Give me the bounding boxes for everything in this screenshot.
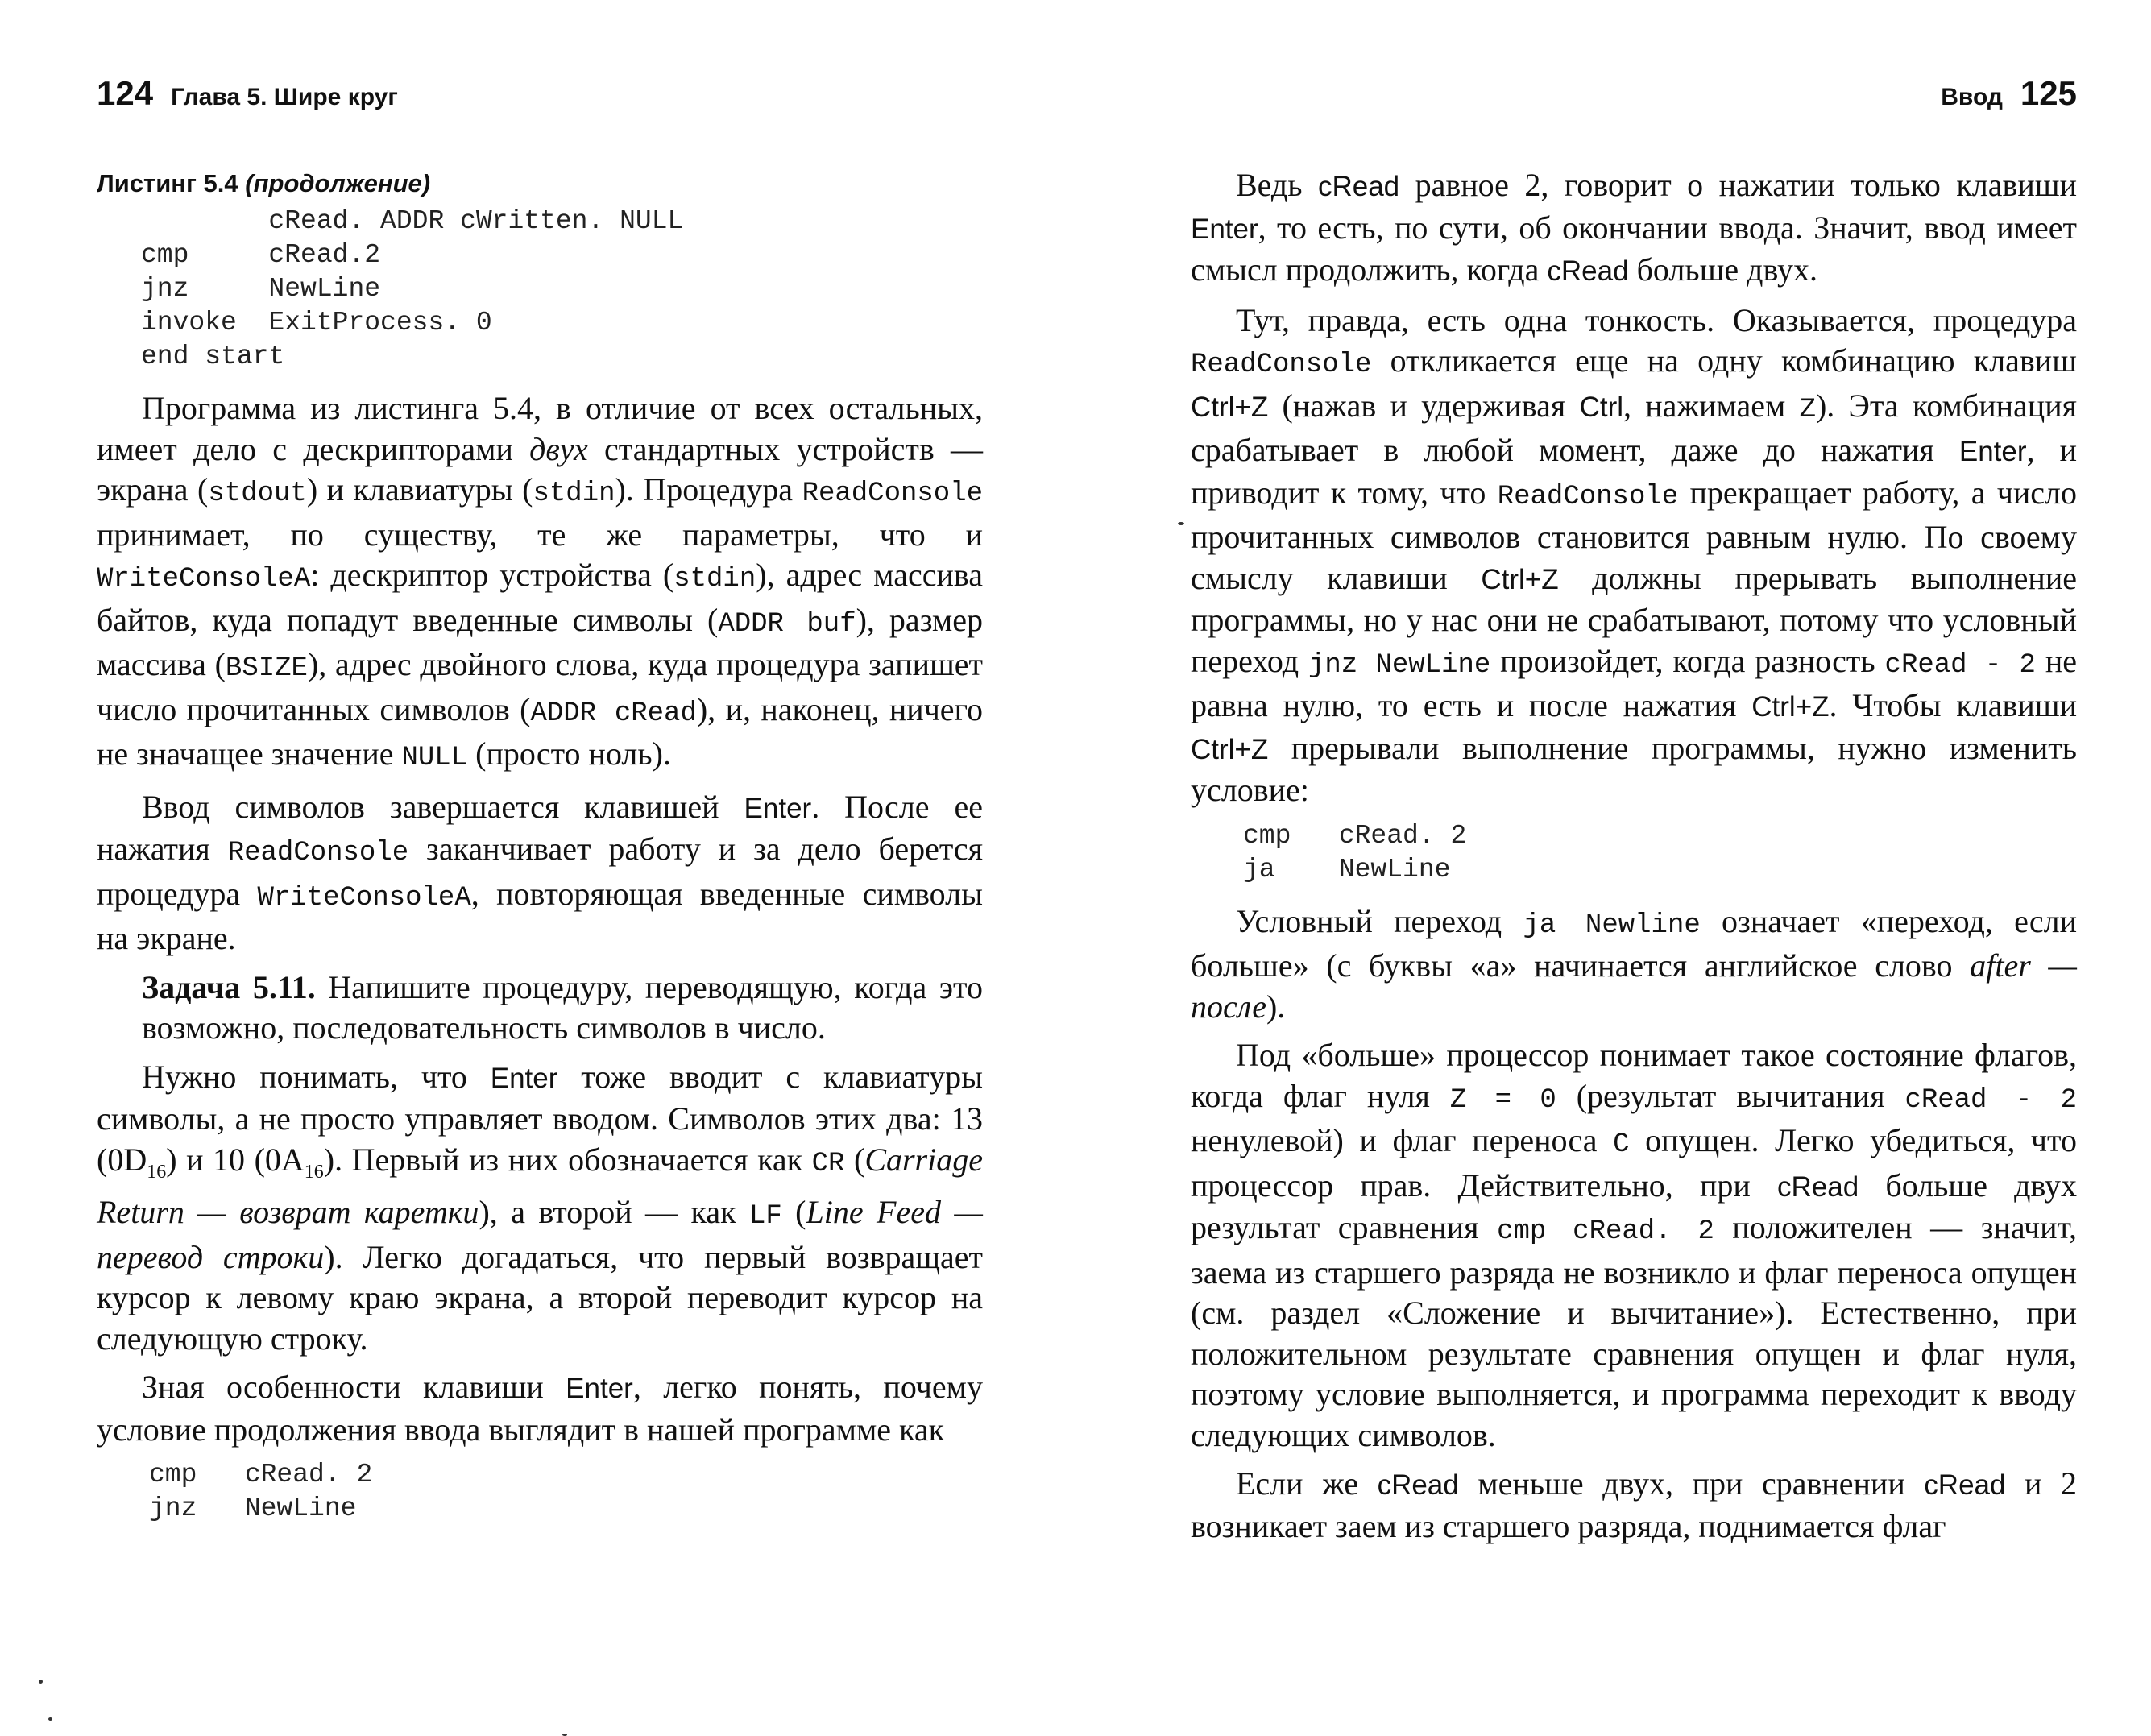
code-line: jnz NewLine (141, 274, 381, 304)
left-running-head (97, 74, 983, 122)
paragraph: Тут, правда, есть одна тонкость. Оказывается, процедура ReadConsole откликается еще на одну комбинацию клавиш Ctrl+Z (нажав и удерживая Ctrl, нажимаем Z). Эта комбинация срабатывает в любой момент, даже до нажатия Enter, и приводит к тому, что ReadConsole прекращает работу, а число прочитанных символов становится равным нулю. По своему смыслу клавиши Ctrl+Z должны прерывать выполнение программы, но у нас они не срабатывают, потому что условный переход jnz NewLine произойдет, когда разность cRead - 2 не равна нулю, то есть и после нажатия Ctrl+Z. Чтобы клавиши Ctrl+Z прерывали выполнение программы, нужно изменить условие: (1191, 301, 2078, 808)
scan-speck (1178, 522, 1184, 525)
paragraph: Зная особенности клавиши Enter, легко понять, почему условие продолжения ввода выглядит в нашей программе как (97, 1369, 983, 1448)
code-line: cRead. ADDR cWritten. NULL (141, 206, 684, 236)
scan-speck (39, 1680, 43, 1684)
listing-code (97, 205, 983, 374)
left-page (97, 0, 983, 1736)
code-line: jnz NewLine (149, 1494, 357, 1523)
right-page (1191, 0, 2077, 1736)
listing-caption: Листинг 5.4 (продолжение) (97, 169, 431, 197)
listing-caption-note: (продолжение) (245, 169, 431, 197)
paragraph: Программа из листинга 5.4, в отличие от всех остальных, имеет дело с дескрипторами двух стандартных устройств — экрана (stdout) и клавиатуры (stdin). Процедура ReadConsole принимает, по существу, те же параметры, что и WriteConsoleA: дескриптор устройства (stdin), адрес массива байтов, куда попадут введенные символы (ADDR buf), размер массива (BSIZE), адрес двойного слова, куда процедура запишет число прочитанных символов (ADDR cRead), и, наконец, ничего не значащее значение NULL (просто ноль). (97, 390, 984, 773)
code-example (1191, 819, 2077, 887)
paragraph: Если же cRead меньше двух, при сравнении cRead и 2 возникает заем из старшего разряда, поднимается флаг (1191, 1465, 2078, 1544)
paragraph: Условный переход ja Newline означает «переход, если больше» (с буквы «a» начинается английское слово after — после). (1191, 902, 2077, 1025)
code-line: end start (141, 342, 285, 371)
paragraph: Под «больше» процессор понимает такое состояние флагов, когда флаг нуля Z = 0 (результат вычитания cRead - 2 ненулевой) и флаг переноса C опущен. Легко убедиться, что процессор прав. Действительно, при cRead больше двух результат сравнения cmp cRead. 2 положителен — значит, заема из старшего разряда не возникло и флаг переноса опущен (см. раздел «Сложение и вычитание»). Естественно, при положительном результате сравнения опущен и флаг нуля, поэтому условие выполняется, и программа переходит к вводу следующих символов. (1191, 1037, 2078, 1453)
code-line: ja NewLine (1243, 854, 1451, 885)
code-line: cmp cRead. 2 (1243, 820, 1467, 851)
scan-speck (48, 1717, 52, 1721)
paragraph: Нужно понимать, что Enter тоже вводит с клавиатуры символы, а не просто управляет вводом. Символов этих два: 13 $(0D_{16})$ и 10 $(0A_{16})$. Первый из них обозначается как CR (Carriage Return — возврат каретки), а второй — как LF (Line Feed — перевод строки). Легко догадаться, что первый возвращает курсор к левому краю экрана, а второй переводит курсор на следующую строку. (97, 1058, 984, 1357)
left-content (97, 169, 983, 1540)
code-line: cmp cRead.2 (141, 240, 381, 270)
right-content (1191, 165, 2077, 1555)
paragraph: Ведь cRead равное 2, говорит о нажатии только клавиши Enter, то есть, по сути, об окончании ввода. Значит, ввод имеет смысл продолжить, когда cRead больше двух. (1191, 167, 2078, 288)
code-line: invoke ExitProcess. 0 (141, 308, 492, 338)
task-paragraph: Задача 5.11. Напишите процедуру, переводящую, когда это возможно, последовательность символов в число. (142, 968, 983, 1046)
left-page-number: 124 (97, 74, 154, 112)
code-example (97, 1458, 983, 1526)
right-running-title: Ввод (1941, 84, 2003, 110)
right-running-head (1191, 74, 2077, 122)
paragraph: Ввод символов завершается клавишей Enter. После ее нажатия ReadConsole заканчивает работу и за дело берется процедура WriteConsoleA, повторяющая введенные символы на экране. (97, 788, 983, 956)
code-line: cmp cRead. 2 (149, 1460, 373, 1489)
right-page-number: 125 (2020, 74, 2077, 112)
left-running-title: Глава 5. Шире круг (171, 84, 398, 110)
task-label: Задача 5.11. (142, 968, 316, 1005)
